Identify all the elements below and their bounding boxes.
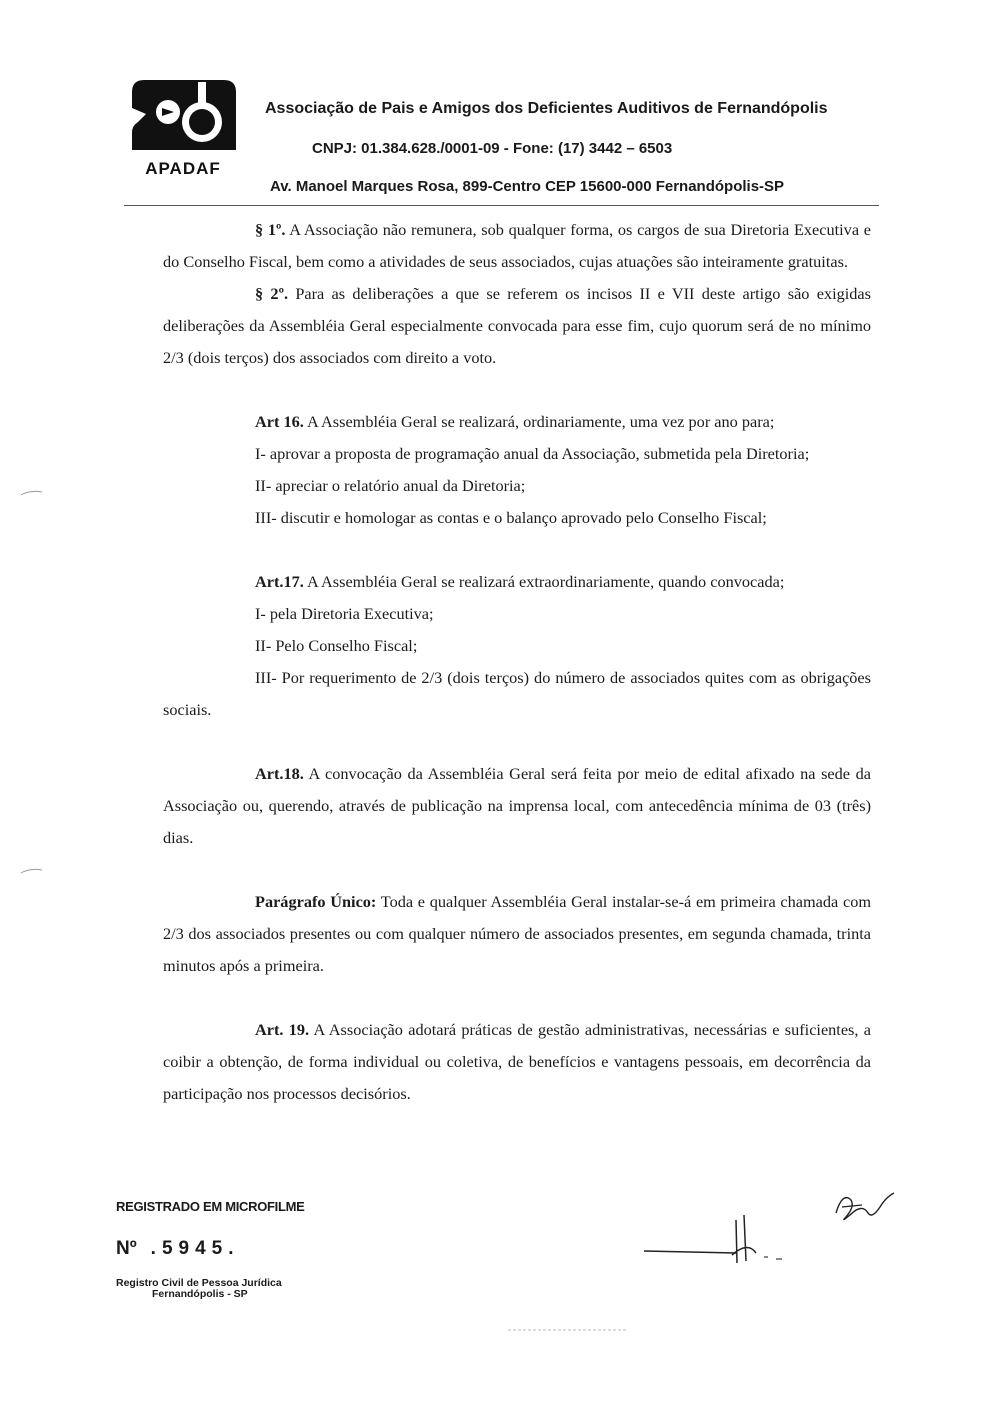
article-17-item: III- Por requerimento de 2/3 (dois terços) do número de associados quites com as obrigações sociais. — [163, 668, 871, 719]
article-16-text: A Assembléia Geral se realizará, ordinariamente, uma vez por ano para; — [303, 412, 775, 431]
paragraph-2 — [163, 278, 871, 374]
number-label: Nº — [116, 1238, 137, 1259]
microfilm-stamp-title: REGISTRADO EM MICROFILME — [116, 1199, 305, 1214]
article-17 — [163, 566, 871, 598]
article-17-item: II- Pelo Conselho Fiscal; — [255, 636, 418, 655]
paragraph-1-lead: § 1º. — [255, 220, 286, 239]
paragrafo-unico-lead: Parágrafo Único: — [255, 892, 377, 911]
article-16-item: I- aprovar a proposta de programação anual da Associação, submetida pela Diretoria; — [255, 444, 810, 463]
article-18-text: A convocação da Assembléia Geral será feita por meio de edital afixado na sede da Associação ou, querendo, através de publicação na imprensa local, com antecedência mínima de 03 (três) dias. — [163, 764, 871, 847]
registry-office — [116, 1278, 282, 1300]
article-17-lead: Art.17. — [255, 572, 304, 591]
paragrafo-unico — [163, 886, 871, 982]
paragraph-2-text: Para as deliberações a que se referem os incisos II e VII deste artigo são exigidas deliberações da Assembléia Geral especialmente convocada para esse fim, cujo quorum será de no mínimo 2/3 (dois terços) dos associados com direito a voto. — [163, 284, 871, 367]
article-19-lead: Art. 19. — [255, 1020, 310, 1039]
paragrafo-unico-text: Toda e qualquer Assembléia Geral instalar-se-á em primeira chamada com 2/3 dos associados presentes ou com qualquer número de associados presentes, em segunda chamada, trinta minutos após a primeira. — [163, 892, 872, 975]
registry-office-city: Fernandópolis - SP — [152, 1288, 248, 1300]
article-19-text: A Associação adotará práticas de gestão administrativas, necessárias e suficientes, a coibir a obtenção, de forma individual ou coletiva, de benefícios e vantagens pessoais, em decorrência da participação nos processos decisórios. — [163, 1020, 871, 1103]
paragraph-2-lead: § 2º. — [255, 284, 289, 303]
article-16-lead: Art 16. — [255, 412, 304, 431]
article-16-item: III- discutir e homologar as contas e o balanço aprovado pelo Conselho Fiscal; — [255, 508, 767, 527]
article-16-item: II- apreciar o relatório anual da Diretoria; — [255, 476, 526, 495]
paragraph-1 — [163, 214, 871, 278]
cnpj-phone-line: CNPJ: 01.384.628./0001-09 - Fone: (17) 3442 – 6503 — [312, 140, 673, 157]
number-value: .5945. — [150, 1238, 240, 1259]
article-16 — [163, 406, 871, 438]
microfilm-number — [116, 1238, 240, 1260]
header-divider — [124, 205, 879, 206]
article-19 — [163, 1014, 871, 1110]
logo-label: APADAF — [145, 159, 221, 178]
scan-mark — [20, 868, 44, 874]
signature-marks — [636, 1185, 906, 1275]
paragraph-1-text: A Associação não remunera, sob qualquer forma, os cargos de sua Diretoria Executiva e do Conselho Fiscal, bem como a atividades de seus associados, cujas atuações são inteiramente gratuitas. — [163, 220, 871, 271]
scan-mark — [508, 1327, 628, 1333]
article-18 — [163, 758, 871, 854]
document-body — [163, 214, 871, 1110]
article-17-text: A Assembléia Geral se realizará extraordinariamente, quando convocada; — [303, 572, 785, 591]
address-line: Av. Manoel Marques Rosa, 899-Centro CEP 15600-000 Fernandópolis-SP — [270, 178, 785, 195]
article-17-item: I- pela Diretoria Executiva; — [255, 604, 434, 623]
scan-mark — [20, 490, 44, 496]
organization-name: Associação de Pais e Amigos dos Deficientes Auditivos de Fernandópolis — [265, 100, 828, 117]
registry-office-name: Registro Civil de Pessoa Jurídica — [116, 1277, 282, 1289]
article-18-lead: Art.18. — [255, 764, 304, 783]
